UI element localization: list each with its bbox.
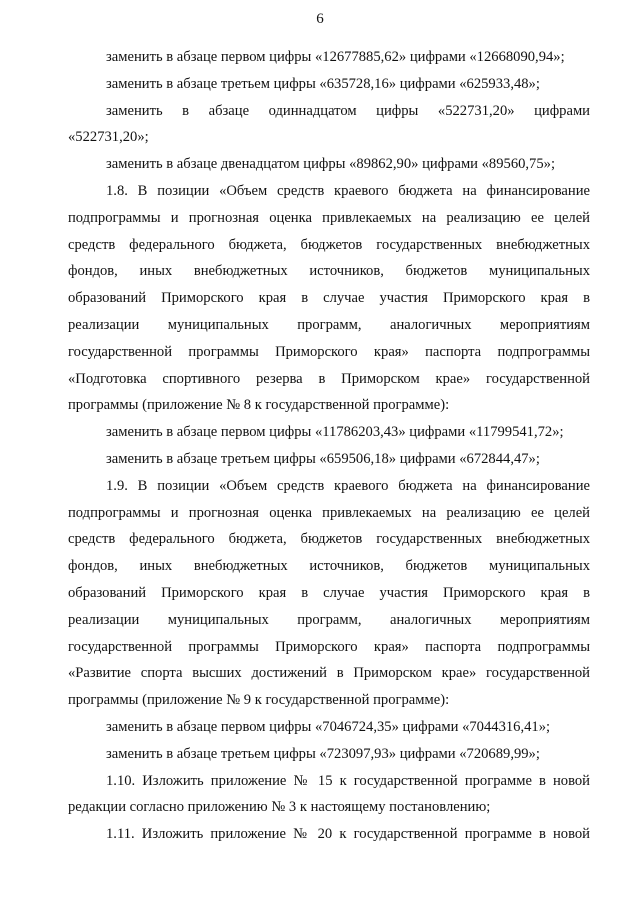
text-line: заменить в абзаце первом цифры «12677885,62» цифрами «12668090,94»;	[106, 49, 565, 65]
text-line: 1.10. Изложить приложение № 15 к государственной программе в новой	[106, 772, 590, 789]
text-line: образований Приморского края в случае участия Приморского края в	[68, 290, 590, 307]
text-line: фондов, иных внебюджетных источников, бюджетов муниципальных	[68, 558, 590, 575]
text-line: фондов, иных внебюджетных источников, бюджетов муниципальных	[68, 263, 590, 280]
text-line: заменить в абзаце третьем цифры «635728,16» цифрами «625933,48»;	[106, 75, 540, 92]
text-line: заменить в абзаце двенадцатом цифры «89862,90» цифрами «89560,75»;	[106, 156, 556, 173]
text-line: государственной программы Приморского края» паспорта подпрограммы	[68, 638, 590, 655]
text-line: 1.11. Изложить приложение № 20 к государственной программе в новой	[106, 826, 590, 843]
page-number: 6	[316, 11, 324, 27]
text-line: реализации муниципальных программ, аналогичных мероприятиям	[68, 316, 590, 333]
text-line: заменить в абзаце первом цифры «7046724,35» цифрами «7044316,41»;	[106, 718, 551, 735]
text-line: средств федерального бюджета, бюджетов государственных внебюджетных	[68, 531, 590, 548]
text-line: «Подготовка спортивного резерва в Приморском крае» государственной	[68, 370, 590, 387]
text-line: реализации муниципальных программ, аналогичных мероприятиям	[68, 611, 590, 628]
text-line: подпрограммы и прогнозная оценка привлекаемых на реализацию ее целей	[68, 504, 590, 521]
text-line: 1.8. В позиции «Объем средств краевого бюджета на финансирование	[106, 182, 590, 199]
text-line: заменить в абзаце первом цифры «11786203,43» цифрами «11799541,72»;	[106, 424, 564, 441]
text-line: «Развитие спорта высших достижений в Приморском крае» государственной	[68, 665, 590, 682]
text-line: 1.9. В позиции «Объем средств краевого бюджета на финансирование	[106, 477, 590, 494]
text-line: заменить в абзаце третьем цифры «723097,93» цифрами «720689,99»;	[106, 745, 540, 762]
text-line: «522731,20»;	[68, 129, 149, 146]
text-line: образований Приморского края в случае участия Приморского края в	[68, 584, 590, 601]
text-line: программы (приложение № 9 к государственной программе):	[68, 692, 450, 709]
text-line: подпрограммы и прогнозная оценка привлекаемых на реализацию ее целей	[68, 209, 590, 226]
text-line: программы (приложение № 8 к государственной программе):	[68, 397, 450, 414]
text-line: средств федерального бюджета, бюджетов государственных внебюджетных	[68, 236, 590, 253]
text-line: редакции согласно приложению № 3 к настоящему постановлению;	[68, 799, 491, 816]
text-line: государственной программы Приморского края» паспорта подпрограммы	[68, 343, 590, 360]
text-line: заменить в абзаце одиннадцатом цифры «522731,20» цифрами	[106, 102, 590, 119]
document-body	[68, 44, 590, 848]
text-line: заменить в абзаце третьем цифры «659506,18» цифрами «672844,47»;	[106, 450, 540, 467]
